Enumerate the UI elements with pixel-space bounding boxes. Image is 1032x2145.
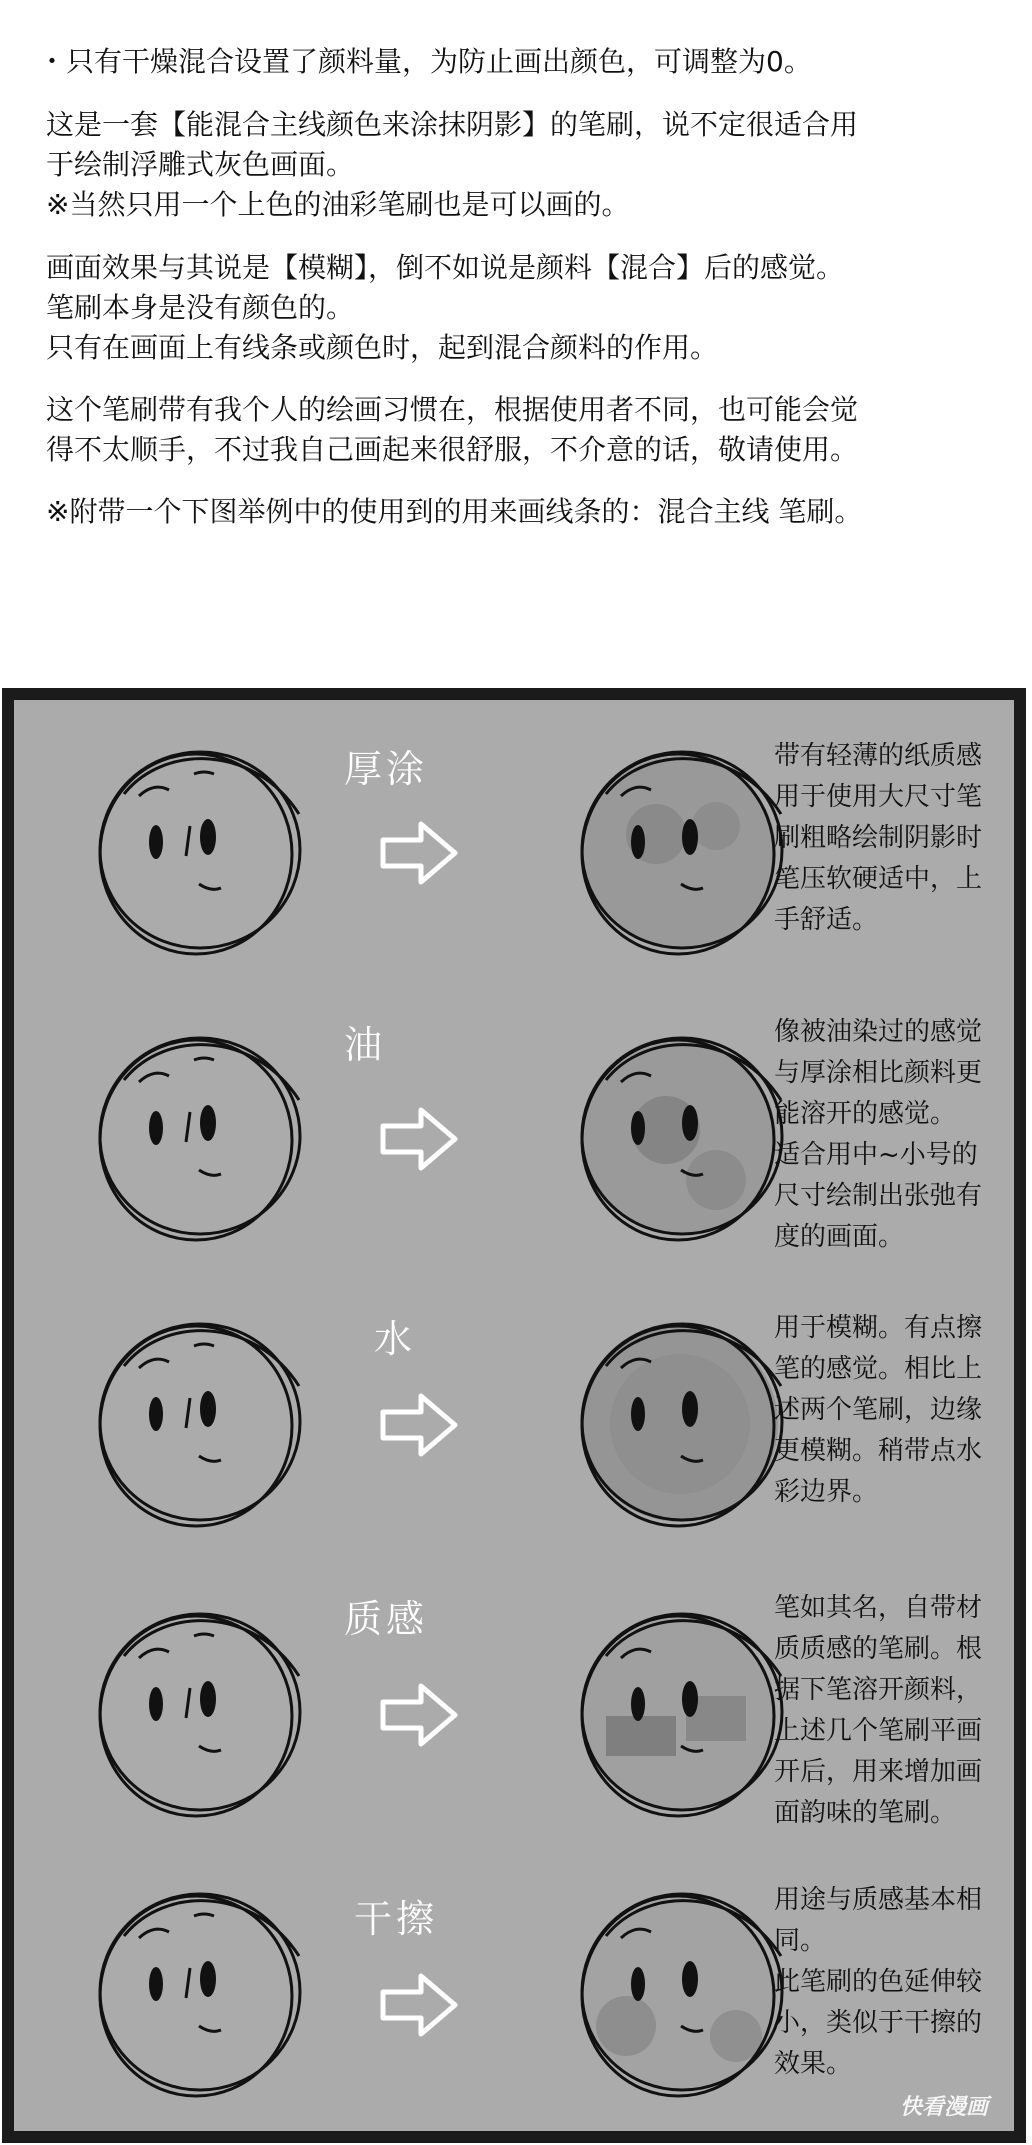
- brush-row: [14, 1280, 1014, 1560]
- brush-name: 油: [344, 1023, 387, 1067]
- face-sketch-before: [84, 734, 314, 964]
- intro-text-block: [0, 0, 1032, 690]
- arrow-right-icon: [379, 1680, 459, 1750]
- desc-line: 笔的感觉。相比上: [774, 1354, 983, 1384]
- intro-line: ※当然只用一个上色的油彩笔刷也是可以画的。: [46, 188, 630, 221]
- face-sketch-after: [566, 1306, 796, 1536]
- desc-line: 与厚涂相比颜料更: [774, 1058, 983, 1088]
- desc-line: 上述几个笔刷平画: [774, 1716, 983, 1746]
- brush-row: [14, 1850, 1014, 2130]
- brush-description: [774, 1880, 1024, 2085]
- brush-description: [774, 1588, 1024, 1834]
- desc-line: 质质感的笔刷。根: [774, 1634, 983, 1664]
- desc-line: 笔如其名，自带材: [774, 1593, 983, 1623]
- intro-line: 画面效果与其说是【模糊】，倒不如说是颜料【混合】后的感觉。: [46, 251, 845, 284]
- desc-line: 小，类似于干擦的: [774, 2008, 983, 2038]
- face-sketch-before: [84, 1596, 314, 1826]
- brush-row: [14, 708, 1014, 988]
- brush-description: [774, 1308, 1024, 1513]
- face-sketch-after: [566, 1596, 796, 1826]
- desc-line: 尺寸绘制出张弛有: [774, 1181, 983, 1211]
- desc-line: 彩边界。: [774, 1477, 879, 1507]
- intro-line: ・只有干燥混合设置了颜料量，为防止画出颜色，可调整为0。: [38, 45, 812, 78]
- desc-line: 开后，用来增加画: [774, 1757, 983, 1787]
- intro-line: 得不太顺手，不过我自己画起来很舒服，不介意的话，敬请使用。: [46, 433, 859, 466]
- brush-name: 水: [374, 1317, 417, 1361]
- brush-description: [774, 736, 1024, 941]
- arrow-right-icon: [379, 1104, 459, 1174]
- brush-name: 干擦: [354, 1897, 439, 1941]
- arrow-right-icon: [379, 1970, 459, 2040]
- desc-line: 刷粗略绘制阴影时: [774, 823, 983, 853]
- desc-line: 能溶开的感觉。: [774, 1099, 957, 1129]
- intro-line: 笔刷本身是没有颜色的。: [46, 291, 355, 324]
- desc-line: 效果。: [774, 2049, 853, 2079]
- brush-example-panel: [2, 688, 1026, 2143]
- desc-line: 据下笔溶开颜料，: [774, 1675, 983, 1705]
- face-sketch-after: [566, 734, 796, 964]
- arrow-right-icon: [379, 818, 459, 888]
- desc-line: 此笔刷的色延伸较: [774, 1967, 983, 1997]
- desc-line: 用于使用大尺寸笔: [774, 782, 983, 812]
- desc-line: 手舒适。: [774, 905, 879, 935]
- desc-line: 适合用中~小号的: [774, 1140, 978, 1170]
- panel-background: [14, 700, 1014, 2131]
- desc-line: 同。: [774, 1926, 827, 1956]
- desc-line: 笔压软硬适中，上: [774, 864, 983, 894]
- face-sketch-after: [566, 1020, 796, 1250]
- arrow-right-icon: [379, 1390, 459, 1460]
- intro-line: 于绘制浮雕式灰色画面。: [46, 148, 355, 181]
- brush-description: [774, 1012, 1024, 1258]
- desc-line: 度的画面。: [774, 1222, 905, 1252]
- face-sketch-before: [84, 1876, 314, 2106]
- desc-line: 述两个笔刷，边缘: [774, 1395, 983, 1425]
- intro-line: 这个笔刷带有我个人的绘画习惯在，根据使用者不同，也可能会觉: [46, 393, 859, 426]
- face-sketch-after: [566, 1876, 796, 2106]
- face-sketch-before: [84, 1306, 314, 1536]
- brush-row: [14, 994, 1014, 1274]
- brush-name: 质感: [344, 1597, 429, 1641]
- desc-line: 用途与质感基本相: [774, 1885, 983, 1915]
- watermark-logo: 快看漫画: [899, 2095, 988, 2120]
- intro-line: 这是一套【能混合主线颜色来涂抹阴影】的笔刷，说不定很适合用: [46, 108, 859, 141]
- desc-line: 带有轻薄的纸质感: [774, 741, 983, 771]
- desc-line: 像被油染过的感觉: [774, 1017, 983, 1047]
- intro-line: 只有在画面上有线条或颜色时，起到混合颜料的作用。: [46, 331, 719, 364]
- desc-line: 用于模糊。有点擦: [774, 1313, 983, 1343]
- brush-name: 厚涂: [344, 747, 429, 791]
- desc-line: 面韵味的笔刷。: [774, 1798, 957, 1828]
- desc-line: 更模糊。稍带点水: [774, 1436, 983, 1466]
- brush-row: [14, 1570, 1014, 1850]
- face-sketch-before: [84, 1020, 314, 1250]
- intro-line: ※附带一个下图举例中的使用到的用来画线条的：混合主线 笔刷。: [46, 495, 863, 528]
